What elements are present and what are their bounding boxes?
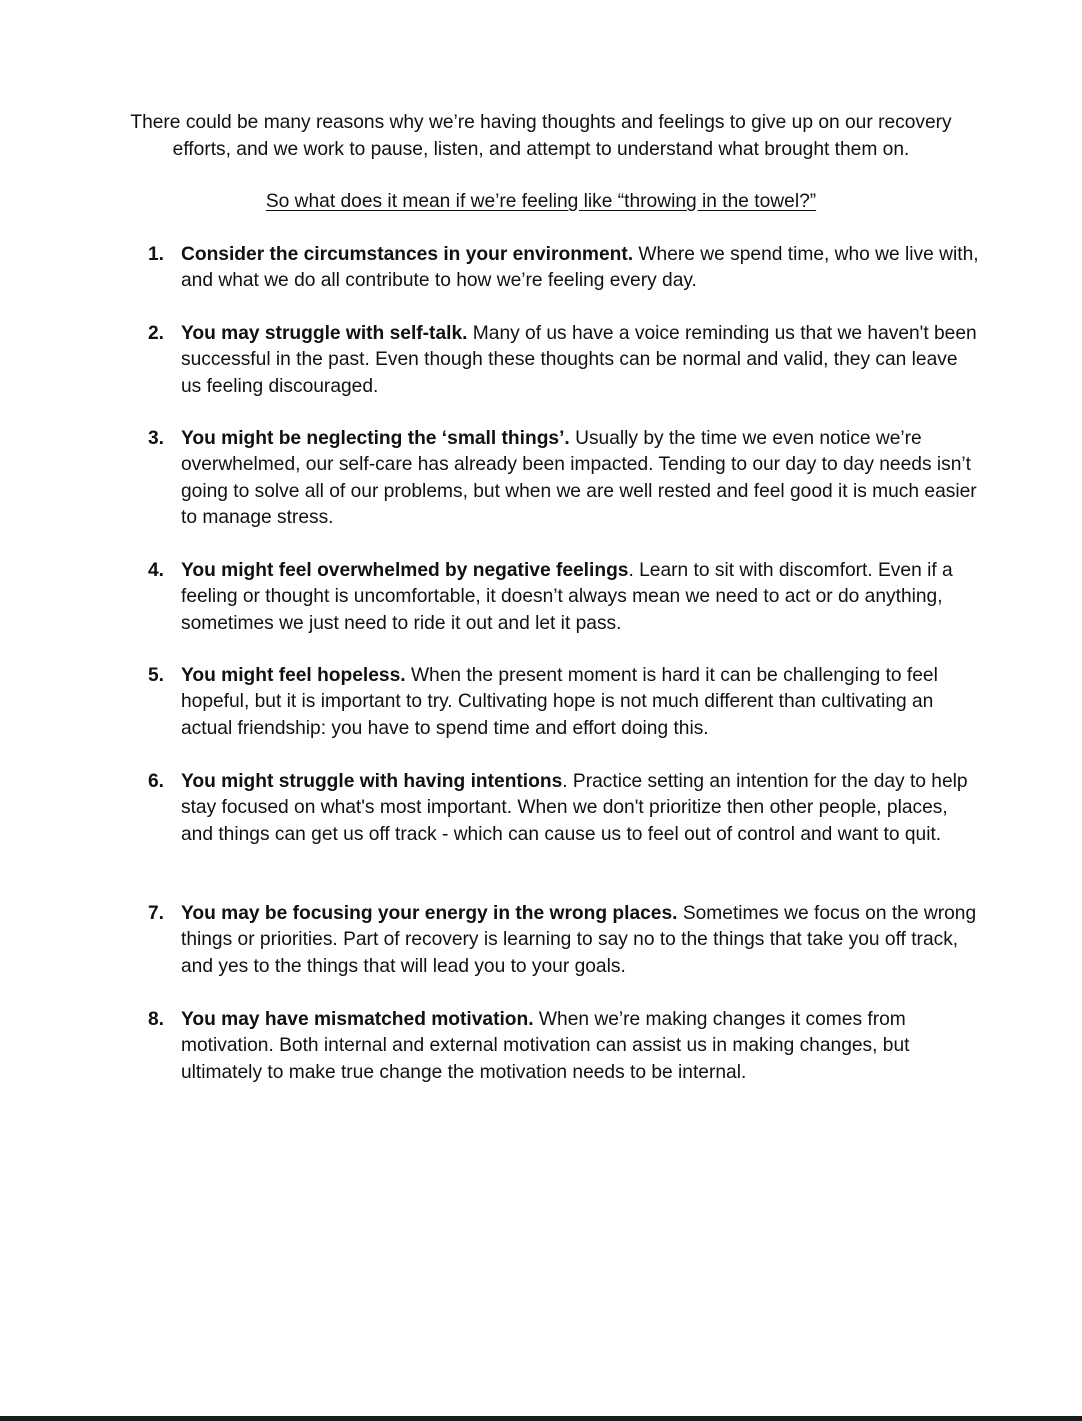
list-item-lead: Consider the circumstances in your environment. [181, 244, 634, 265]
intro-paragraph: There could be many reasons why we’re having thoughts and feelings to give up on our recovery efforts, and we work to pause, listen, and attempt to understand what brought them on. [130, 112, 952, 160]
list-item [148, 321, 981, 400]
list-item-number: 6. [148, 771, 165, 792]
list-item-number: 8. [148, 1009, 165, 1030]
list-item-number: 5. [148, 665, 165, 686]
list-item [148, 426, 981, 532]
list-item [148, 558, 981, 637]
list-item-body: When the present moment is hard it can be challenging to feel hopeful, but it is important to try. Cultivating hope is not much different than cultivating an actual friendship: you have to spend time and effort doing this. [181, 665, 938, 739]
list-item-body: Sometimes we focus on the wrong things or priorities. Part of recovery is learning to say no to the things that take you off track, and yes to the things that will lead you to your goals. [181, 903, 977, 977]
list-item-body: Usually by the time we even notice we’re overwhelmed, our self-care has already been impacted. Tending to our day to day needs isn’t going to solve all of our problems, but when we are well rested and feel good it is much easier to manage stress. [181, 428, 977, 529]
list-item [148, 663, 981, 742]
list-item-number: 3. [148, 428, 165, 449]
list-item [148, 901, 981, 980]
list-item-body: Many of us have a voice reminding us that we haven't been successful in the past. Even though these thoughts can be normal and valid, they can leave us feeling discouraged. [181, 323, 977, 397]
list-item [148, 242, 981, 295]
list-item [148, 769, 981, 848]
list-item-lead: You might struggle with having intentions [181, 771, 563, 792]
list-item-lead: You may be focusing your energy in the wrong places. [181, 903, 678, 924]
list-item-lead: You may have mismatched motivation. [181, 1009, 534, 1030]
bottom-edge-divider [0, 1416, 1082, 1421]
list-item-number: 4. [148, 560, 165, 581]
list-item-lead: You might feel hopeless. [181, 665, 406, 686]
list-item-number: 2. [148, 323, 165, 344]
list-item-lead: You may struggle with self-talk. [181, 323, 468, 344]
list-item-lead: You might be neglecting the ‘small things’. [181, 428, 570, 449]
list-item-number: 1. [148, 244, 165, 265]
list-item-body: . Learn to sit with discomfort. Even if a feeling or thought is uncomfortable, it doesn’t always mean we need to act or do anything, sometimes we just need to ride it out and let it pass. [181, 560, 953, 634]
subheading-text: So what does it mean if we’re feeling like “throwing in the towel?” [265, 191, 817, 212]
section-subheading [100, 189, 982, 216]
list-item-lead: You might feel overwhelmed by negative feelings [181, 560, 629, 581]
list-item-number: 7. [148, 903, 165, 924]
list-item [148, 1007, 981, 1086]
list-item-body: Where we spend time, who we live with, and what we do all contribute to how we’re feeling every day. [181, 244, 979, 292]
list-item-body: . Practice setting an intention for the day to help stay focused on what's most important. When we don't prioritize then other people, places, and things can get us off track - which can cause us to feel out of control and want to quit. [181, 771, 968, 845]
list-item-body: When we’re making changes it comes from motivation. Both internal and external motivation can assist us in making changes, but ultimately to make true change the motivation needs to be internal. [181, 1009, 910, 1083]
